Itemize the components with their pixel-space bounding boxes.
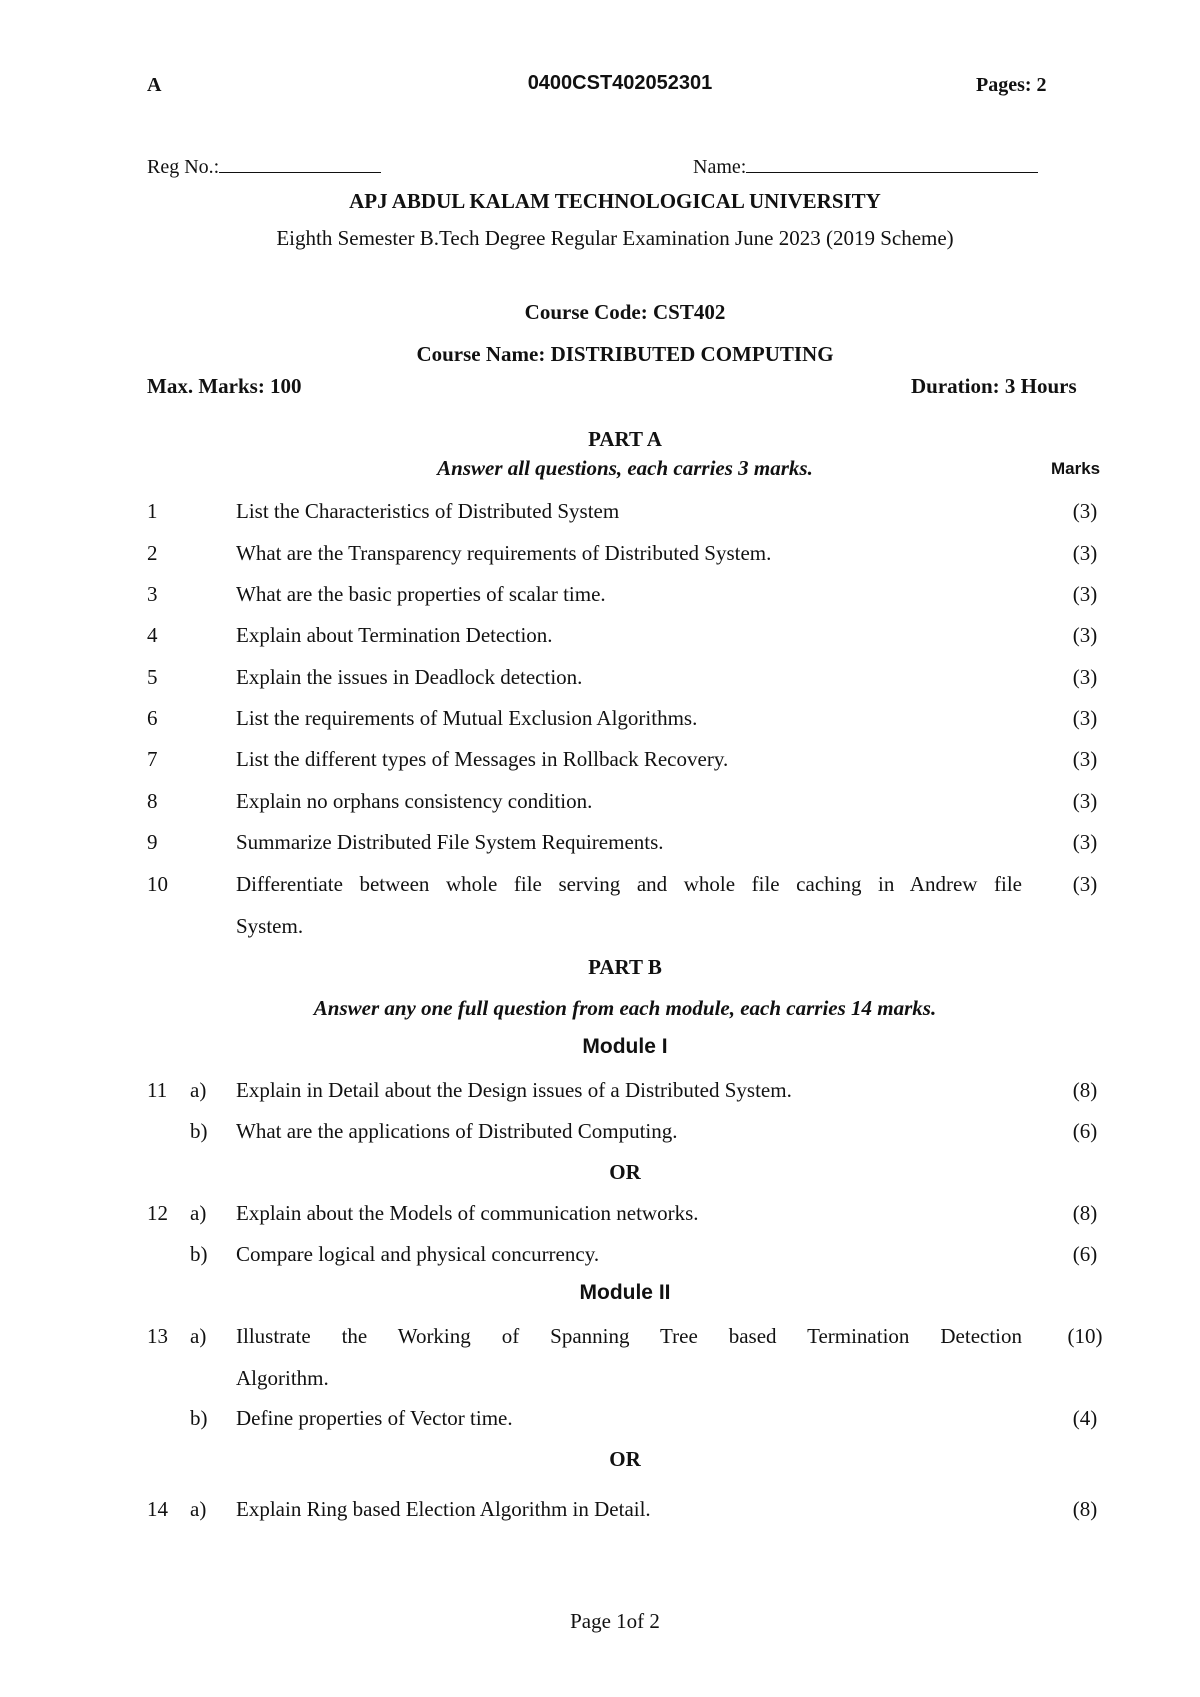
question-marks: (10) [1067,1324,1103,1348]
question-text: Explain about the Models of communication networks. [236,1201,699,1225]
question-marks: (3) [1072,872,1098,896]
question-text: Explain about Termination Detection. [236,623,553,647]
question-text: Explain Ring based Election Algorithm in Detail. [236,1497,651,1521]
paper-code: 0400CST402052301 [527,72,713,94]
name-label: Name: [693,156,747,178]
reg-no-field [147,152,381,179]
subquestion-label: b) [190,1119,208,1143]
question-text: Explain no orphans consistency condition. [236,789,593,813]
question-row [0,1497,1200,1527]
subquestion-label: b) [190,1406,208,1430]
set-label: A [147,74,162,96]
question-marks: (6) [1072,1242,1098,1266]
question-number: 8 [147,789,158,813]
question-row [0,1078,1200,1108]
part-a-instruction: Answer all questions, each carries 3 marks. [437,456,813,480]
reg-no-label: Reg No.: [147,156,220,178]
question-number: 6 [147,706,158,730]
question-text: What are the applications of Distributed Computing. [236,1119,678,1143]
question-text: List the Characteristics of Distributed System [236,499,620,523]
question-marks: (3) [1072,623,1098,647]
question-text: Define properties of Vector time. [236,1406,513,1430]
question-row [0,1242,1200,1272]
subquestion-label: a) [190,1078,207,1102]
question-marks: (3) [1072,582,1098,606]
question-number: 9 [147,830,158,854]
question-row [0,1201,1200,1231]
question-marks: (3) [1072,541,1098,565]
question-text: Explain the issues in Deadlock detection. [236,665,583,689]
question-marks: (3) [1072,665,1098,689]
question-marks: (8) [1072,1078,1098,1102]
module-2-title: Module II [579,1281,671,1304]
module-1-title: Module I [582,1035,668,1058]
question-row [0,1406,1200,1436]
question-marks: (3) [1072,499,1098,523]
question-row [0,789,1200,819]
question-marks: (3) [1072,747,1098,771]
question-text: What are the basic properties of scalar time. [236,582,606,606]
question-number: 7 [147,747,158,771]
question-marks: (3) [1072,789,1098,813]
question-row [0,872,1200,942]
question-marks: (3) [1072,706,1098,730]
subquestion-label: a) [190,1497,207,1521]
name-blank [746,152,1038,173]
question-row [0,665,1200,695]
question-number: 14 [147,1497,168,1521]
question-text: Explain in Detail about the Design issues of a Distributed System. [236,1078,792,1102]
or-divider: OR [609,1447,641,1471]
subquestion-label: a) [190,1324,207,1348]
marks-header: Marks [1051,459,1101,478]
university-name: APJ ABDUL KALAM TECHNOLOGICAL UNIVERSITY [349,189,881,213]
name-field [693,152,1038,179]
question-text-continued: System. [236,914,304,938]
reg-no-blank [219,152,381,173]
question-row [0,582,1200,612]
question-text: Differentiate between whole file serving and whole file caching in Andrew file [236,872,1022,896]
max-marks: Max. Marks: 100 [147,374,302,398]
page-footer: Page 1of 2 [570,1609,660,1633]
question-text: Summarize Distributed File System Requirements. [236,830,664,854]
pages-label: Pages: 2 [976,74,1047,96]
part-b-instruction: Answer any one full question from each module, each carries 14 marks. [313,996,937,1020]
question-row [0,830,1200,860]
exam-title: Eighth Semester B.Tech Degree Regular Examination June 2023 (2019 Scheme) [276,226,954,250]
question-marks: (3) [1072,830,1098,854]
question-row [0,706,1200,736]
question-marks: (8) [1072,1201,1098,1225]
question-row [0,1119,1200,1149]
subquestion-label: a) [190,1201,207,1225]
question-text-continued: Algorithm. [236,1366,329,1390]
question-row [0,747,1200,777]
question-marks: (8) [1072,1497,1098,1521]
question-number: 2 [147,541,158,565]
question-text: List the different types of Messages in Rollback Recovery. [236,747,729,771]
question-row [0,623,1200,653]
or-divider: OR [609,1160,641,1184]
question-text: Illustrate the Working of Spanning Tree based Termination Detection [236,1324,1022,1348]
question-number: 3 [147,582,158,606]
question-number: 13 [147,1324,168,1348]
question-number: 11 [147,1078,168,1102]
question-number: 4 [147,623,158,647]
question-text: What are the Transparency requirements of Distributed System. [236,541,772,565]
question-row [0,541,1200,571]
question-marks: (6) [1072,1119,1098,1143]
question-row [0,1324,1200,1394]
question-number: 5 [147,665,158,689]
question-number: 1 [147,499,158,523]
question-text: Compare logical and physical concurrency. [236,1242,600,1266]
question-row [0,499,1200,529]
part-b-title: PART B [588,955,662,979]
subquestion-label: b) [190,1242,208,1266]
course-name: Course Name: DISTRIBUTED COMPUTING [416,342,834,366]
part-a-title: PART A [588,427,662,451]
question-number: 10 [147,872,168,896]
course-code: Course Code: CST402 [524,300,726,324]
question-text: List the requirements of Mutual Exclusion Algorithms. [236,706,698,730]
duration: Duration: 3 Hours [911,374,1077,398]
question-number: 12 [147,1201,168,1225]
question-marks: (4) [1072,1406,1098,1430]
